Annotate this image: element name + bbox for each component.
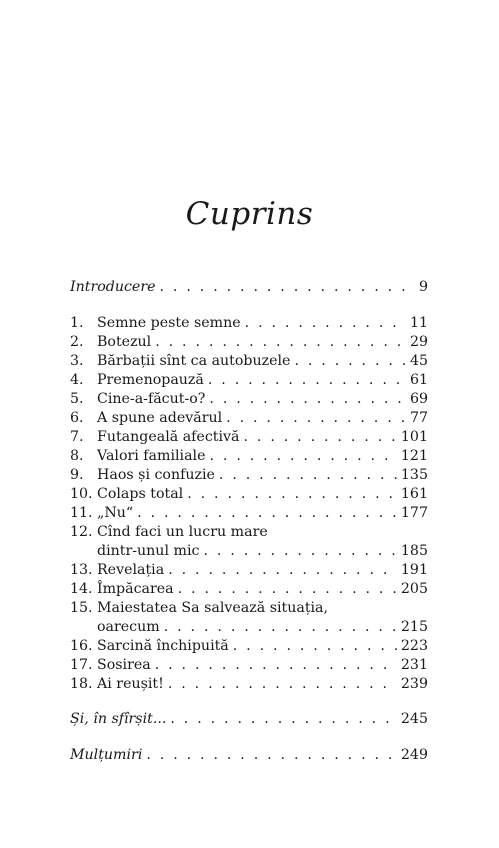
toc-entry-label: Revelația <box>97 562 165 578</box>
toc-entry-label: Ai reușit! <box>97 676 164 692</box>
toc-entry-page: 223 <box>400 638 428 654</box>
toc-entry-chapter-1[interactable] <box>70 313 428 334</box>
toc-entry-chapter-5[interactable] <box>70 389 428 410</box>
dot-leader <box>219 465 397 486</box>
toc-entry-label: „Nu“ <box>97 505 134 521</box>
toc-entry-page: 69 <box>409 391 428 407</box>
toc-entry-page: 11 <box>409 315 428 331</box>
chapter-number: 2. <box>70 334 84 350</box>
toc-entry-chapter-13[interactable] <box>70 560 428 581</box>
toc-entry-epilogue[interactable] <box>70 709 428 730</box>
toc-entry-page: 29 <box>409 334 428 350</box>
toc-entry-label-continued: dintr-unul mic <box>97 543 200 559</box>
toc-entry-chapter-11[interactable] <box>70 503 428 524</box>
toc-entry-chapter-2[interactable] <box>70 332 428 353</box>
chapter-number: 13. <box>70 562 93 578</box>
chapter-number: 8. <box>70 448 84 464</box>
chapter-number: 7. <box>70 429 84 445</box>
toc-entry-page: 161 <box>400 486 428 502</box>
toc-entry-page: 191 <box>400 562 428 578</box>
toc-entry-chapter-12[interactable] <box>70 522 428 543</box>
toc-entry-label: Mulțumiri <box>70 747 143 763</box>
chapter-number: 16. <box>70 638 93 654</box>
chapter-number: 17. <box>70 657 93 673</box>
dot-leader <box>168 674 397 695</box>
dot-leader <box>209 446 396 467</box>
chapter-number: 15. <box>70 600 93 616</box>
toc-entry-label: Sarcină închipuită <box>97 638 229 654</box>
dot-leader <box>209 389 406 410</box>
toc-entry-chapter-4[interactable] <box>70 370 428 391</box>
chapter-number: 10. <box>70 486 93 502</box>
toc-entry-label-continued: oarecum <box>97 619 160 635</box>
toc-entry-label: Premenopauză <box>97 372 204 388</box>
toc-entry-page: 177 <box>400 505 428 521</box>
toc-entry-chapter-18[interactable] <box>70 674 428 695</box>
toc-entry-label: Cine-a-făcut-o? <box>97 391 206 407</box>
toc-entry-page: 101 <box>400 429 428 445</box>
toc-entry-chapter-14[interactable] <box>70 579 428 600</box>
dot-leader <box>187 484 397 505</box>
toc-entry-label: Și, în sfîrșit... <box>70 711 167 727</box>
toc-entry-page: 185 <box>400 543 428 559</box>
chapter-number: 11. <box>70 505 93 521</box>
chapter-number: 1. <box>70 315 84 331</box>
toc-entry-label: Cînd faci un lucru mare <box>97 524 268 540</box>
toc-entry-label: Colaps total <box>97 486 184 502</box>
toc-entry-label: Valori familiale <box>97 448 206 464</box>
toc-entry-chapter-7[interactable] <box>70 427 428 448</box>
dot-leader <box>233 636 397 657</box>
dot-leader <box>208 370 406 391</box>
toc-entry-page: 121 <box>400 448 428 464</box>
chapter-number: 9. <box>70 467 84 483</box>
chapter-number: 14. <box>70 581 93 597</box>
toc-entry-page: 61 <box>409 372 428 388</box>
toc-entry-chapter-16[interactable] <box>70 636 428 657</box>
chapter-number: 12. <box>70 524 93 540</box>
toc-entry-chapter-15-continued[interactable] <box>70 617 428 638</box>
toc-entry-label: A spune adevărul <box>97 410 223 426</box>
toc-entry-chapter-8[interactable] <box>70 446 428 467</box>
toc-entry-page: 215 <box>400 619 428 635</box>
toc-entry-label: Introducere <box>70 279 156 295</box>
toc-entry-chapter-15[interactable] <box>70 598 428 619</box>
toc-entry-page: 9 <box>418 279 428 295</box>
toc-entry-thanks[interactable] <box>70 745 428 766</box>
dot-leader <box>244 427 397 448</box>
dot-leader <box>160 277 415 298</box>
toc-entry-page: 239 <box>400 676 428 692</box>
toc-entry-label: Împăcarea <box>97 581 174 597</box>
dot-leader <box>146 745 397 766</box>
page-title: Cuprins <box>185 196 314 232</box>
toc-entry-chapter-9[interactable] <box>70 465 428 486</box>
toc-entry-chapter-12-continued[interactable] <box>70 541 428 562</box>
dot-leader <box>226 408 406 429</box>
dot-leader <box>168 560 397 581</box>
toc-entry-page: 249 <box>400 747 428 763</box>
toc-entry-chapter-17[interactable] <box>70 655 428 676</box>
toc-entry-label: Botezul <box>97 334 152 350</box>
dot-leader <box>164 617 397 638</box>
dot-leader <box>178 579 397 600</box>
toc-entry-page: 231 <box>400 657 428 673</box>
toc-entry-page: 135 <box>400 467 428 483</box>
chapter-number: 18. <box>70 676 93 692</box>
toc-entry-label: Sosirea <box>97 657 151 673</box>
toc-entry-chapter-6[interactable] <box>70 408 428 429</box>
dot-leader <box>155 655 397 676</box>
toc-entry-label: Bărbații sînt ca autobuzele <box>97 353 291 369</box>
toc-entry-page: 245 <box>400 711 428 727</box>
toc-entry-label: Futangeală afectivă <box>97 429 240 445</box>
chapter-number: 5. <box>70 391 84 407</box>
toc-entry-page: 205 <box>400 581 428 597</box>
toc-entry-label: Semne peste semne <box>97 315 241 331</box>
toc-entry-label: Maiestatea Sa salvează situația, <box>97 600 329 616</box>
dot-leader <box>245 313 406 334</box>
dot-leader <box>203 541 396 562</box>
dot-leader <box>155 332 406 353</box>
toc-entry-page: 77 <box>409 410 428 426</box>
dot-leader <box>170 709 397 730</box>
dot-leader <box>294 351 406 372</box>
chapter-number: 3. <box>70 353 84 369</box>
toc-entry-introducere[interactable] <box>70 277 428 298</box>
chapter-number: 6. <box>70 410 84 426</box>
toc-entry-chapter-3[interactable] <box>70 351 428 372</box>
toc-entry-chapter-10[interactable] <box>70 484 428 505</box>
toc-entry-label: Haos și confuzie <box>97 467 215 483</box>
chapter-number: 4. <box>70 372 84 388</box>
toc-entry-page: 45 <box>409 353 428 369</box>
dot-leader <box>137 503 397 524</box>
